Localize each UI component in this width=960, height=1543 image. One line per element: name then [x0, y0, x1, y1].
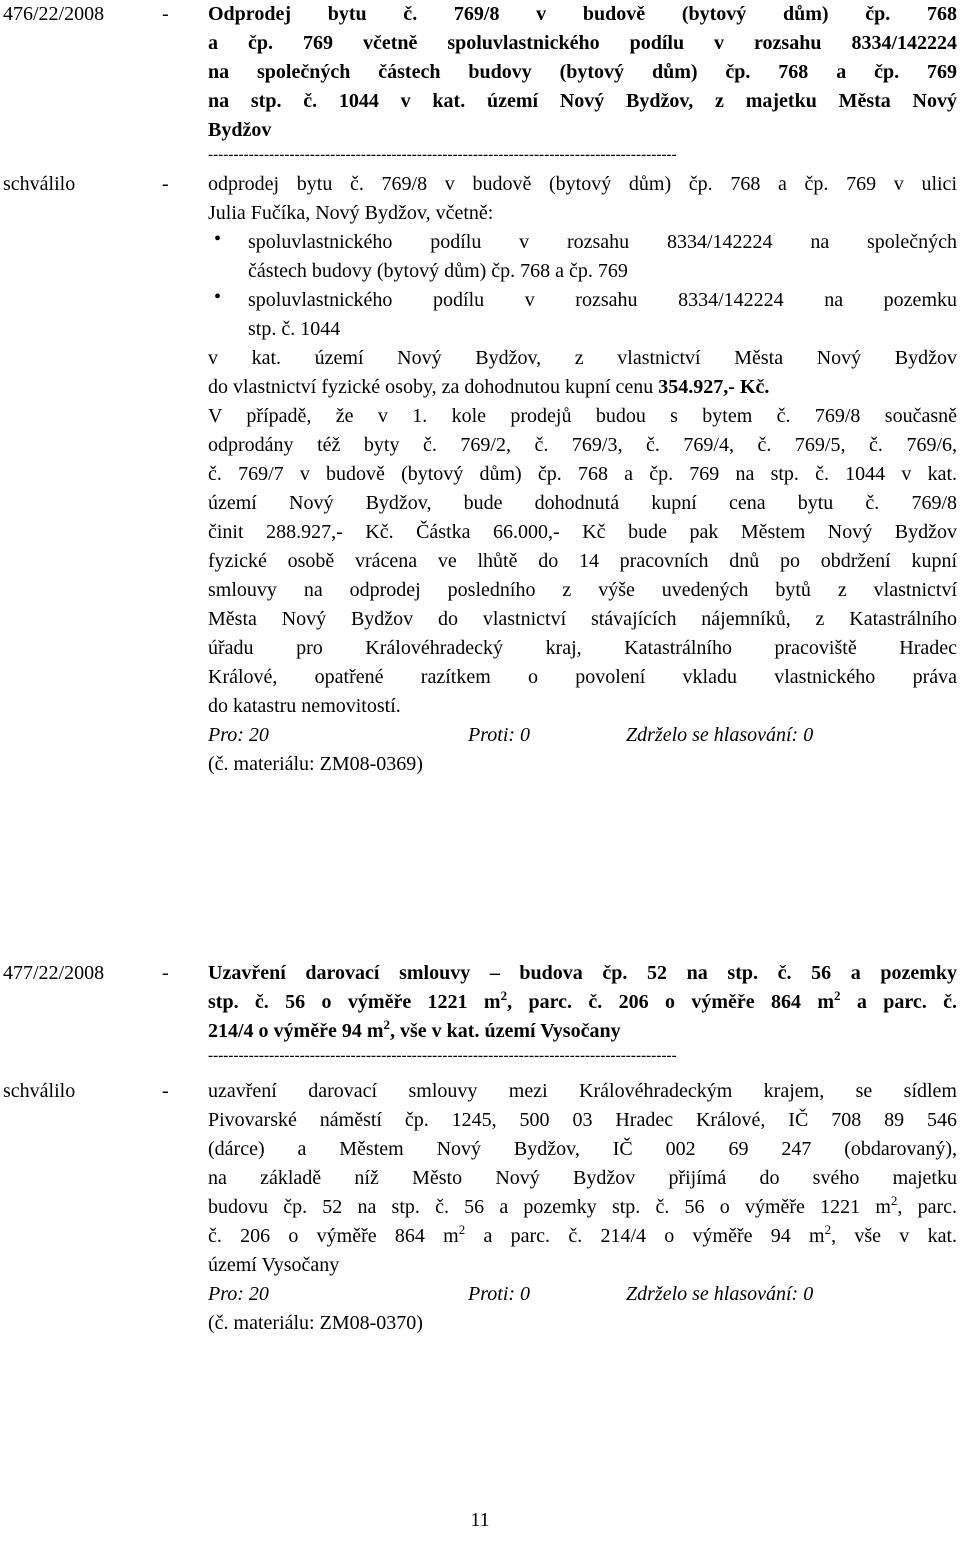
- resolution-text: [208, 1077, 957, 1338]
- text-line: odprodej bytu č. 769/8 v budově (bytový dům) čp. 768 a čp. 769 v ulici: [208, 173, 957, 195]
- resolution-number: 476/22/2008: [3, 3, 105, 25]
- vote-against: Proti: 0: [468, 1283, 531, 1305]
- header-dash: -: [162, 3, 169, 25]
- bullet-item: [208, 228, 957, 286]
- resolution-text: [208, 170, 957, 779]
- text-line: V případě, že v 1. kole prodejů budou s bytem č. 769/8 současně: [208, 405, 957, 427]
- title-part: , parc. č. 206 o výměře 864 m: [507, 991, 834, 1013]
- text-line: (dárce) a Městem Nový Bydžov, IČ 002 69 247 (obdarovaný),: [208, 1138, 957, 1160]
- approved-label: schválilo: [3, 1080, 76, 1102]
- title-line: Uzavření darovací smlouvy – budova čp. 52 na stp. č. 56 a pozemky: [208, 962, 957, 984]
- text-part: , vše v kat.: [831, 1225, 957, 1247]
- title-part: , vše v kat. území Vysočany: [390, 1020, 621, 1042]
- vote-results: [208, 1280, 957, 1309]
- price-line: [208, 373, 957, 402]
- vote-abstain: Zdrželo se hlasování: 0: [626, 1283, 814, 1305]
- title-line: [208, 988, 957, 1017]
- superscript: 2: [458, 1222, 466, 1237]
- text-line: č. 769/7 v budově (bytový dům) čp. 768 a čp. 769 na stp. č. 1044 v kat.: [208, 463, 957, 485]
- title-line: a čp. 769 včetně spoluvlastnického podílu v rozsahu 8334/142224: [208, 32, 957, 54]
- separator-line: --------------------------------------------------------------------------------------------: [208, 147, 677, 163]
- text-line: fyzické osobě vrácena ve lhůtě do 14 pracovních dnů po obdržení kupní: [208, 550, 957, 572]
- label-dash: -: [162, 1080, 169, 1102]
- bullet-line: spoluvlastnického podílu v rozsahu 8334/142224 na pozemku: [248, 289, 957, 311]
- text-part: budovu čp. 52 na stp. č. 56 a pozemky stp. č. 56 o výměře 1221 m: [208, 1196, 891, 1218]
- resolution-number: 477/22/2008: [3, 962, 105, 984]
- bullet-line: částech budovy (bytový dům) čp. 768 a čp. 769: [248, 260, 628, 282]
- header-dash: -: [162, 962, 169, 984]
- vote-for: Pro: 20: [208, 1283, 269, 1305]
- text-line: území Vysočany: [208, 1254, 340, 1276]
- approved-label: schválilo: [3, 173, 76, 195]
- text-line: území Nový Bydžov, bude dohodnutá kupní cena bytu č. 769/8: [208, 492, 957, 514]
- vote-abstain: Zdrželo se hlasování: 0: [626, 724, 814, 746]
- text-line: odprodány též byty č. 769/2, č. 769/3, č. 769/4, č. 769/5, č. 769/6,: [208, 434, 957, 456]
- text-line: na základě níž Město Nový Bydžov přijímá do svého majetku: [208, 1167, 957, 1189]
- vote-against: Proti: 0: [468, 724, 531, 746]
- superscript: 2: [834, 988, 841, 1003]
- text-line: Králové, opatřené razítkem o povolení vkladu vlastnického práva: [208, 666, 957, 688]
- material-reference: (č. materiálu: ZM08-0369): [208, 753, 423, 775]
- bullet-line: spoluvlastnického podílu v rozsahu 8334/142224 na společných: [248, 231, 957, 253]
- title-line: [208, 1017, 957, 1046]
- superscript: 2: [500, 988, 508, 1003]
- superscript: 2: [890, 1193, 898, 1208]
- text-line: Města Nový Bydžov do vlastnictví stávajících nájemníků, z Katastrálního: [208, 608, 957, 630]
- text-line: činit 288.927,- Kč. Částka 66.000,- Kč bude pak Městem Nový Bydžov: [208, 521, 957, 543]
- resolution-title: [208, 959, 957, 1066]
- vote-for: Pro: 20: [208, 724, 269, 746]
- bullet-icon: •: [214, 286, 222, 308]
- text-line: do katastru nemovitostí.: [208, 695, 401, 717]
- text-part: č. 206 o výměře 864 m: [208, 1225, 459, 1247]
- text-part: a parc. č. 214/4 o výměře 94 m: [465, 1225, 825, 1247]
- title-line: Bydžov: [208, 119, 272, 141]
- text-line: úřadu pro Královéhradecký kraj, Katastrálního pracoviště Hradec: [208, 637, 957, 659]
- material-reference: (č. materiálu: ZM08-0370): [208, 1312, 423, 1334]
- text-line: Julia Fučíka, Nový Bydžov, včetně:: [208, 202, 494, 224]
- title-line: na stp. č. 1044 v kat. území Nový Bydžov, z majetku Města Nový: [208, 90, 957, 112]
- text-line: Pivovarské náměstí čp. 1245, 500 03 Hradec Králové, IČ 708 89 546: [208, 1109, 957, 1131]
- text-part: , parc.: [897, 1196, 958, 1218]
- price-value: 354.927,- Kč.: [658, 376, 770, 398]
- text-line: [208, 1193, 957, 1222]
- superscript: 2: [824, 1222, 832, 1237]
- title-part: stp. č. 56 o výměře 1221 m: [208, 991, 501, 1013]
- text-line: smlouvy na odprodej posledního z výše uvedených bytů z vlastnictví: [208, 579, 957, 601]
- title-part: a parc. č.: [840, 991, 957, 1013]
- title-part: 214/4 o výměře 94 m: [208, 1020, 384, 1042]
- page-number: 11: [470, 1509, 490, 1531]
- text-line: v kat. území Nový Bydžov, z vlastnictví Města Nový Bydžov: [208, 347, 957, 369]
- vote-results: [208, 721, 957, 750]
- text-line: [208, 1222, 957, 1251]
- label-dash: -: [162, 173, 169, 195]
- bullet-line: stp. č. 1044: [248, 318, 341, 340]
- title-line: Odprodej bytu č. 769/8 v budově (bytový dům) čp. 768: [208, 3, 957, 25]
- price-text: do vlastnictví fyzické osoby, za dohodnutou kupní cenu: [208, 376, 659, 398]
- separator-line: --------------------------------------------------------------------------------------------: [208, 1048, 677, 1064]
- superscript: 2: [383, 1017, 391, 1032]
- title-line: na společných částech budovy (bytový dům) čp. 768 a čp. 769: [208, 61, 957, 83]
- bullet-item: [208, 286, 957, 344]
- resolution-title: [208, 0, 957, 165]
- text-line: uzavření darovací smlouvy mezi Královéhradeckým krajem, se sídlem: [208, 1080, 957, 1102]
- bullet-icon: •: [214, 228, 222, 250]
